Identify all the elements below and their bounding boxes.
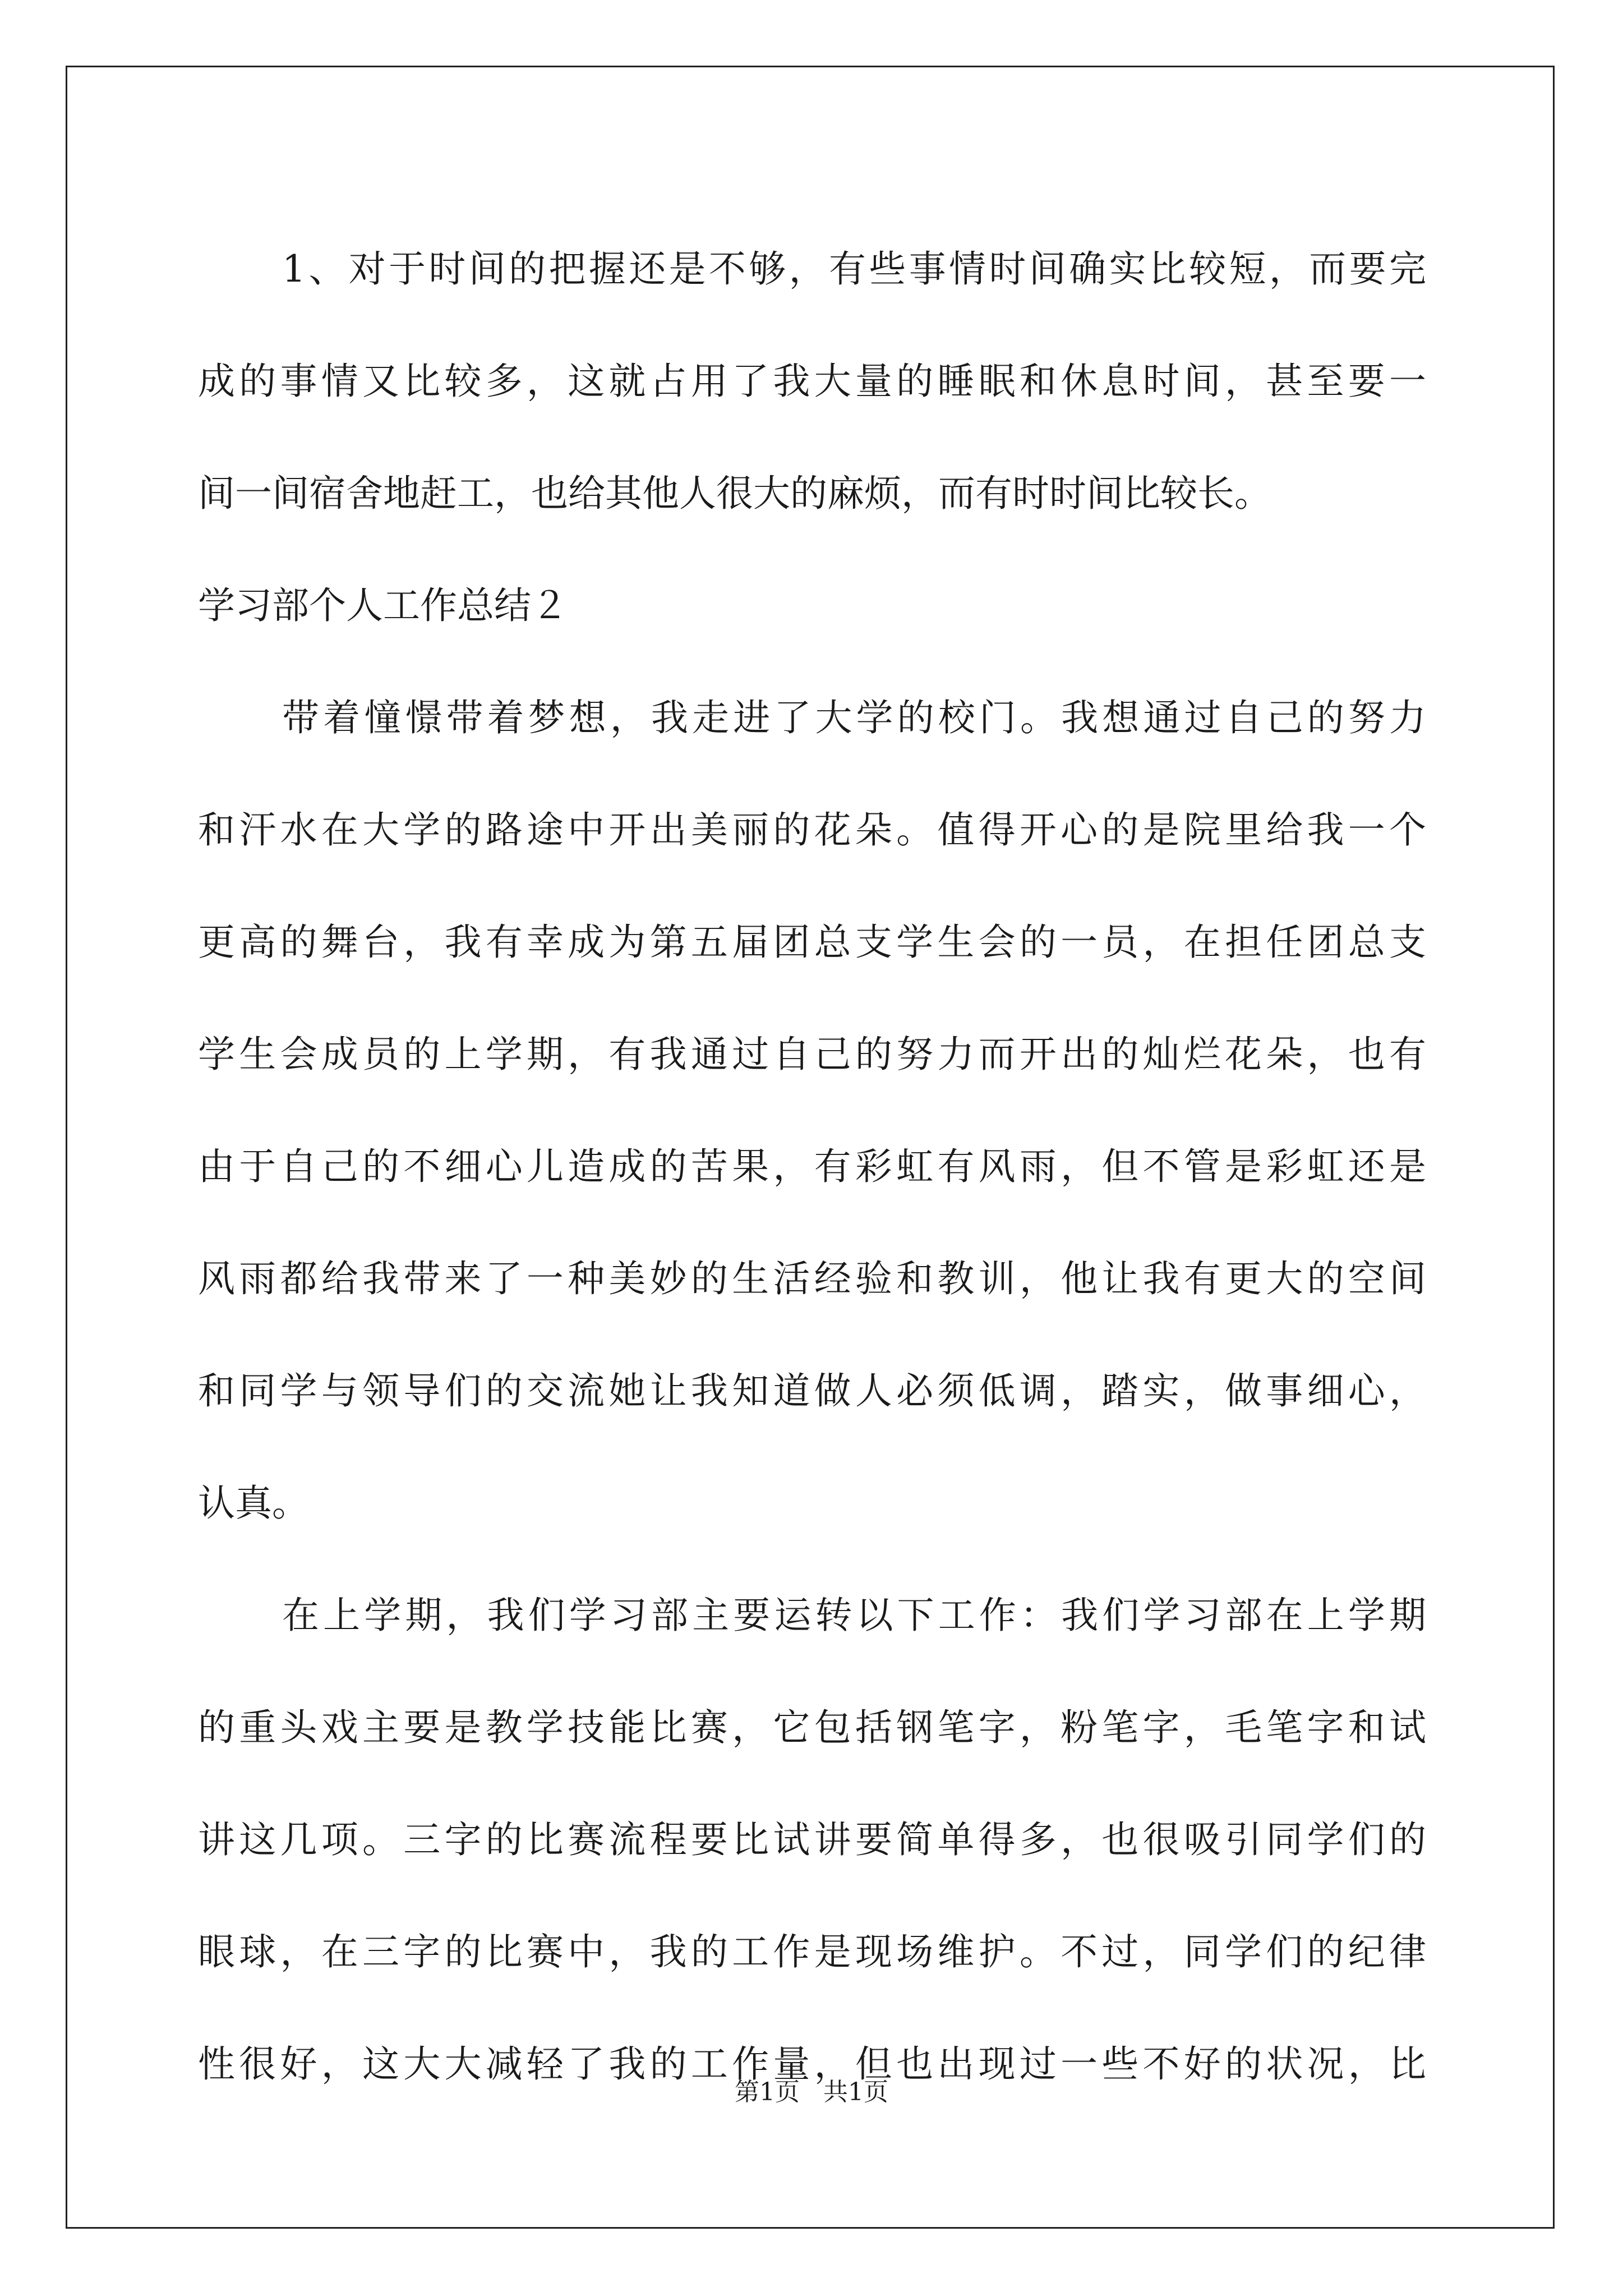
paragraph-2-line-1: 带着憧憬带着梦想，我走进了大学的校门。我想通过自己的努力 (282, 696, 1426, 739)
paragraph-2-line-8: 认真。 (198, 1481, 309, 1525)
page-number: 第1页 (735, 2078, 800, 2106)
paragraph-2-line-2: 和汗水在大学的路途中开出美丽的花朵。值得开心的是院里给我一个 (198, 808, 1426, 852)
paragraph-2-line-5: 由于自己的不细心儿造成的苦果，有彩虹有风雨，但不管是彩虹还是 (198, 1145, 1426, 1188)
document-body (198, 213, 1426, 2120)
paragraph-1-line-3: 间一间宿舍地赶工，也给其他人很大的麻烦，而有时时间比较长。 (198, 472, 1271, 515)
paragraph-2-line-6: 风雨都给我带来了一种美妙的生活经验和教训，他让我有更大的空间 (198, 1257, 1426, 1300)
paragraph-1-line-1: 1、对于时间的把握还是不够，有些事情时间确实比较短，而要完 (282, 247, 1426, 291)
paragraph-3-line-2: 的重头戏主要是教学技能比赛，它包括钢笔字，粉笔字，毛笔字和试 (198, 1706, 1426, 1749)
paragraph-2-line-7: 和同学与领导们的交流她让我知道做人必须低调，踏实，做事细心， (198, 1369, 1426, 1412)
paragraph-3-line-1: 在上学期，我们学习部主要运转以下工作：我们学习部在上学期 (282, 1594, 1426, 1637)
section-heading: 学习部个人工作总结２ (198, 584, 568, 627)
page-total: 共1页 (823, 2078, 888, 2106)
paragraph-3-line-5: 性很好，这大大减轻了我的工作量，但也出现过一些不好的状况，比 (198, 2042, 1426, 2086)
paragraph-2-line-3: 更高的舞台，我有幸成为第五届团总支学生会的一员，在担任团总支 (198, 921, 1426, 964)
paragraph-3-line-4: 眼球，在三字的比赛中，我的工作是现场维护。不过，同学们的纪律 (198, 1930, 1426, 1973)
paragraph-1-line-2: 成的事情又比较多，这就占用了我大量的睡眠和休息时间，甚至要一 (198, 360, 1426, 403)
page-footer (0, 2076, 1623, 2109)
paragraph-3-line-3: 讲这几项。三字的比赛流程要比试讲要简单得多，也很吸引同学们的 (198, 1818, 1426, 1861)
paragraph-2-line-4: 学生会成员的上学期，有我通过自己的努力而开出的灿烂花朵，也有 (198, 1033, 1426, 1076)
